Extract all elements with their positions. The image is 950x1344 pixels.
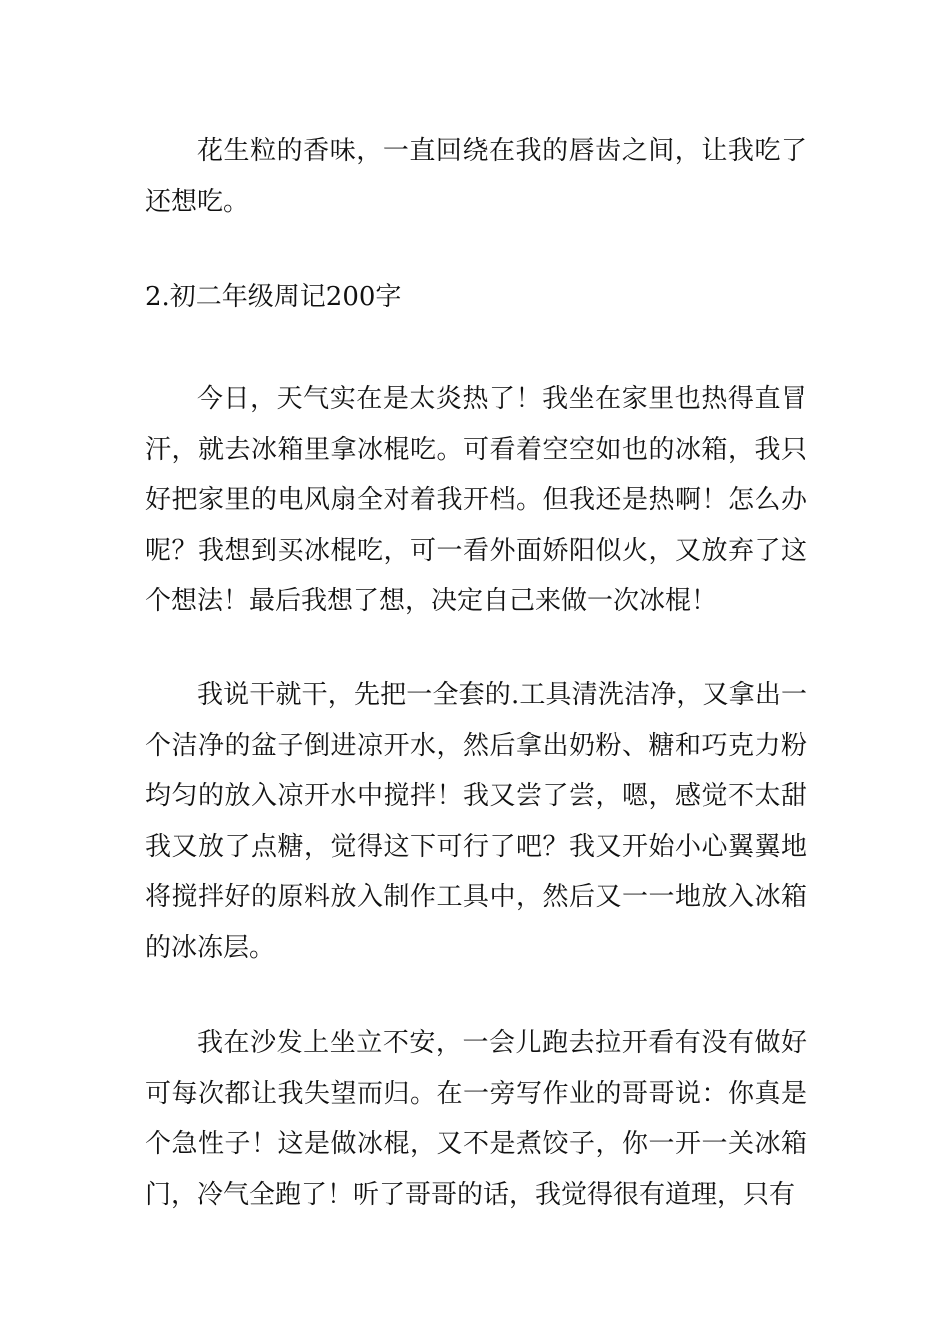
paragraph-making-popsicles: 我说干就干，先把一全套的.工具清洗洁净，又拿出一个洁净的盆子倒进凉开水，然后拿出奶粉、糖和巧克力粉均匀的放入凉开水中搅拌！我又尝了尝，嗯，感觉不太甜我又放了点糖，觉得这下可行了吧？我又开始小心翼翼地将搅拌好的原料放入制作工具中，然后又一一地放入冰箱的冰冻层。 — [145, 680, 807, 963]
paragraph-hot-weather: 今日，天气实在是太炎热了！我坐在家里也热得直冒汗，就去冰箱里拿冰棍吃。可看着空空如也的冰箱，我只好把家里的电风扇全对着我开档。但我还是热啊！怎么办呢？我想到买冰棍吃，可一看外面娇阳似火，又放弃了这个想法！最后我想了想，决定自己来做一次冰棍！ — [145, 384, 807, 616]
section-heading: 2.初二年级周记200字 — [145, 282, 402, 312]
paragraph-waiting: 我在沙发上坐立不安，一会儿跑去拉开看有没有做好可每次都让我失望而归。在一旁写作业的哥哥说：你真是个急性子！这是做冰棍，又不是煮饺子，你一开一关冰箱门，冷气全跑了！听了哥哥的话，我觉得很有道理，只有 — [145, 1028, 807, 1210]
paragraph-peanut-aroma: 花生粒的香味，一直回绕在我的唇齿之间，让我吃了还想吃。 — [145, 136, 807, 217]
